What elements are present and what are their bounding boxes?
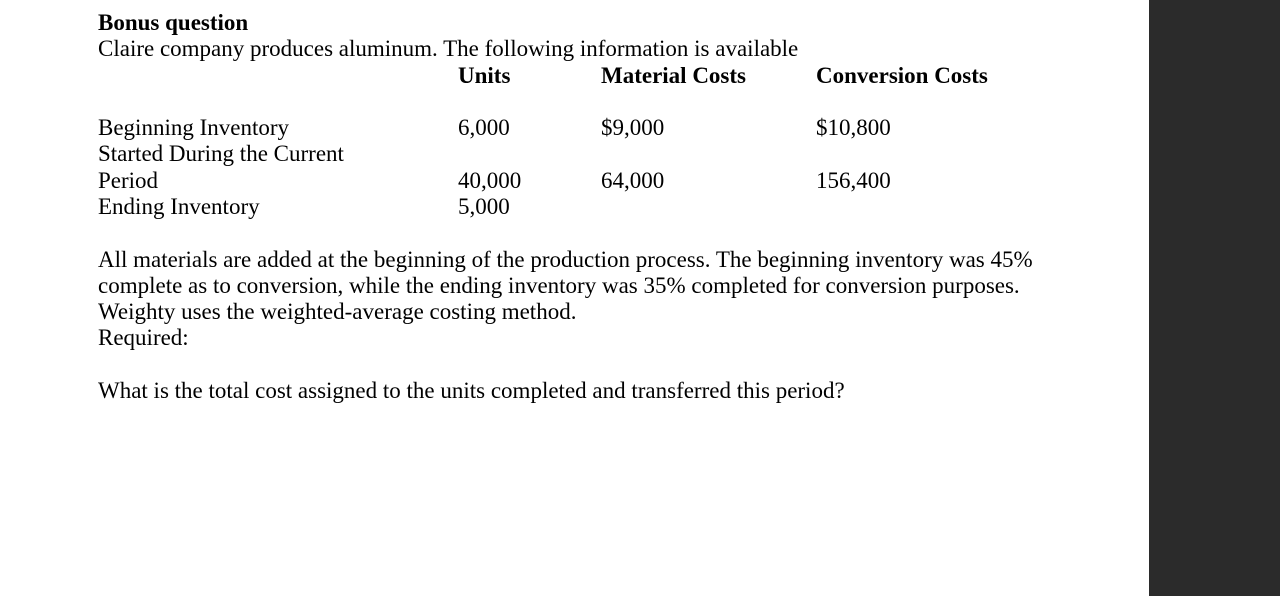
- paragraph-line-2: complete as to conversion, while the ending inventory was 35% completed for conversion purposes.: [98, 273, 1020, 298]
- header-units: Units: [458, 63, 511, 88]
- paragraph-line-1: All materials are added at the beginning of the production process. The beginning inventory was 45%: [98, 247, 1033, 272]
- header-conversion-costs: Conversion Costs: [816, 63, 988, 88]
- paragraph-line-3: Weighty uses the weighted-average costing method.: [98, 299, 577, 324]
- row-label-ending-inventory: Ending Inventory: [98, 194, 260, 219]
- started-material: 64,000: [601, 168, 665, 193]
- row-label-beginning-inventory: Beginning Inventory: [98, 115, 289, 140]
- intro-text: Claire company produces aluminum. The following information is available: [98, 36, 799, 61]
- beginning-conversion: $10,800: [816, 115, 891, 140]
- ending-units: 5,000: [458, 194, 510, 219]
- header-material-costs: Material Costs: [601, 63, 746, 88]
- required-label: Required:: [98, 325, 189, 350]
- beginning-units: 6,000: [458, 115, 510, 140]
- dark-side-panel: [1149, 0, 1280, 596]
- row-label-started-line2: Period: [98, 168, 159, 193]
- started-units: 40,000: [458, 168, 522, 193]
- question-text: What is the total cost assigned to the units completed and transferred this period?: [98, 378, 845, 403]
- row-label-started-line1: Started During the Current: [98, 141, 344, 166]
- beginning-material: $9,000: [601, 115, 665, 140]
- started-conversion: 156,400: [816, 168, 891, 193]
- heading: Bonus question: [98, 10, 249, 35]
